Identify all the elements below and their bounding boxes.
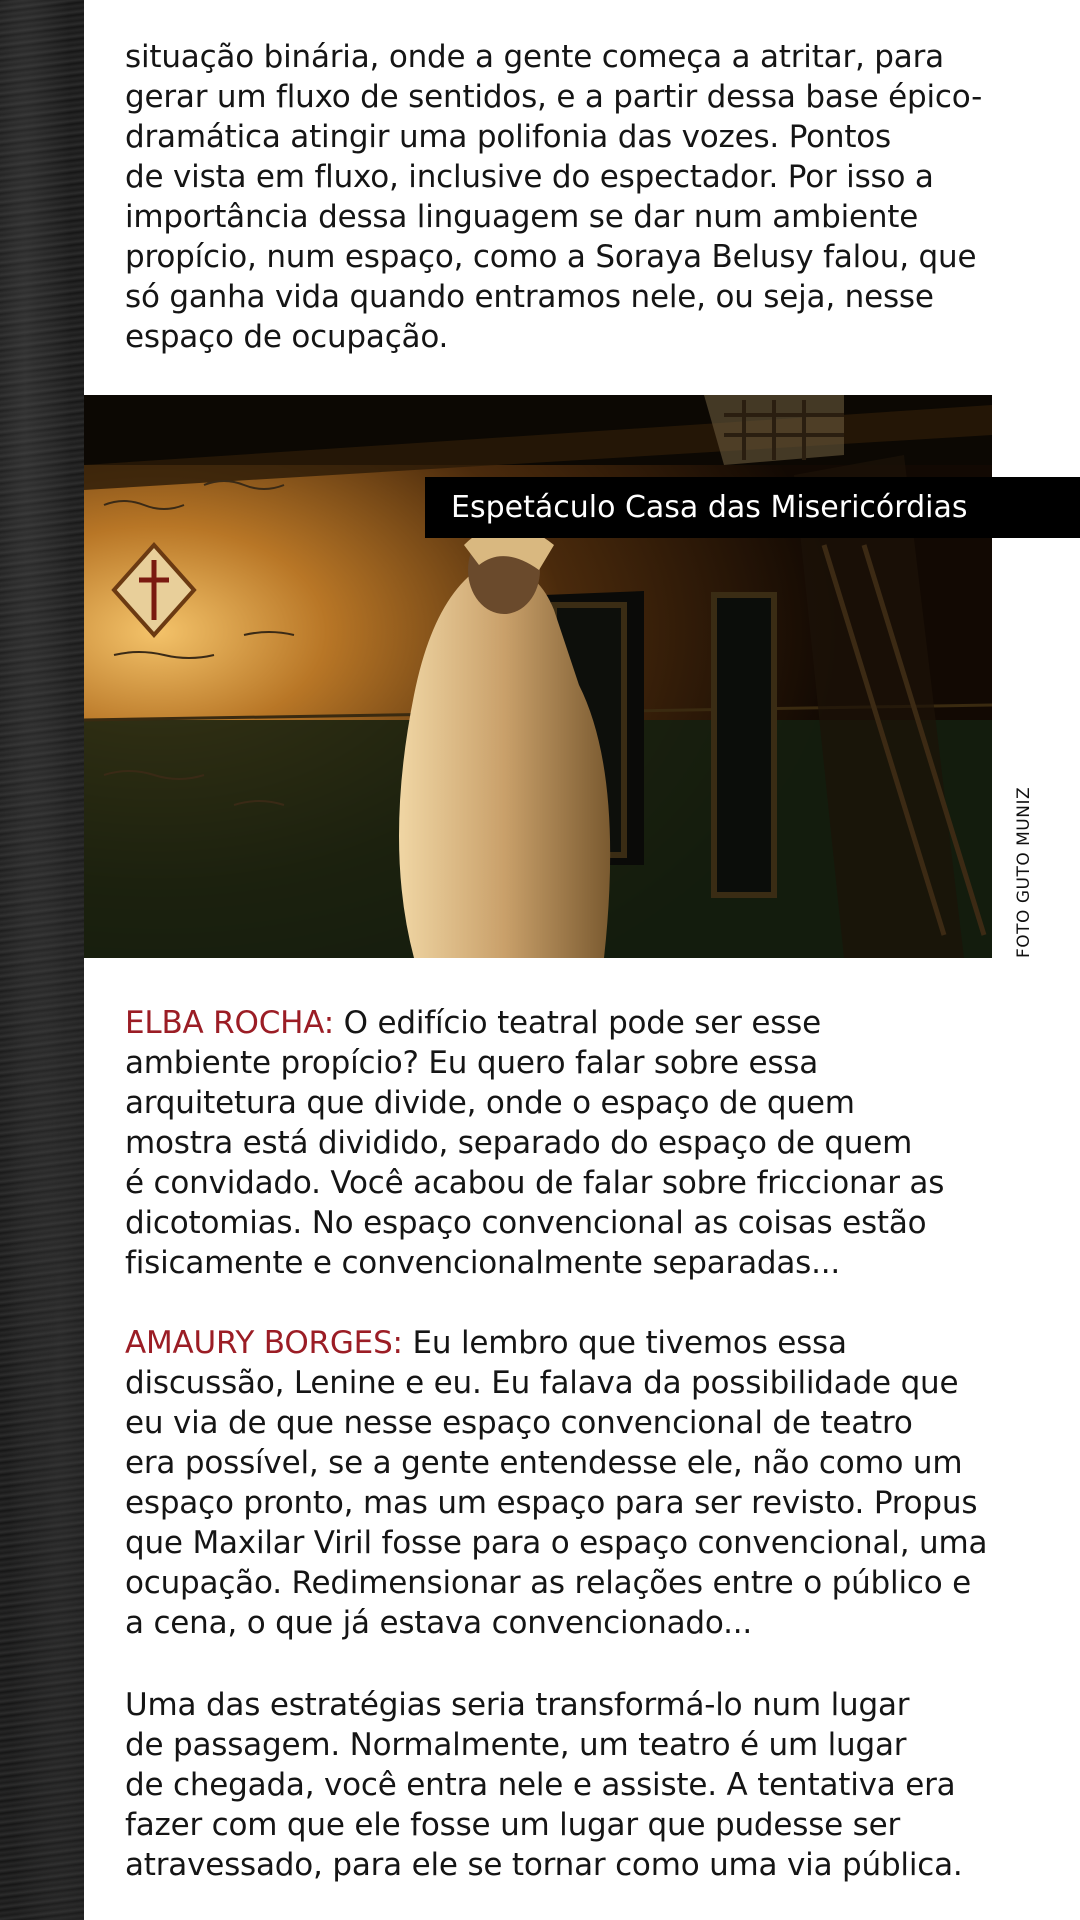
speaker-name: ELBA ROCHA	[125, 1005, 324, 1041]
dialogue-text: Eu lembro que tivemos essa discussão, Lenine e eu. Eu falava da possibilidade que eu via de que nesse espaço convencional de teatro era possível, se a gente entendesse ele, não como um espaço pronto, mas um espaço para ser revisto. Propus que Maxilar Viril fosse para o espaço convencional, uma ocupação. Redimensionar as relações entre o público e a cena, o que já estava convencionado...	[125, 1325, 988, 1641]
dialogue-amaury-borges	[125, 1323, 1045, 1643]
dialogue-elba-rocha	[125, 1003, 1045, 1283]
speaker-name: AMAURY BORGES	[125, 1325, 393, 1361]
dialogue-text: O edifício teatral pode ser esse ambiente propício? Eu quero falar sobre essa arquitetura que divide, onde o espaço de quem mostra está dividido, separado do espaço de quem é convidado. Você acabou de falar sobre friccionar as dicotomias. No espaço convencional as coisas estão fisicamente e convencionalmente separadas...	[125, 1005, 945, 1281]
photo-caption: Espetáculo Casa das Misericórdias	[425, 477, 1080, 538]
speaker-separator: :	[392, 1325, 413, 1361]
left-textured-stripe	[0, 0, 84, 1920]
photo-credit: FOTO GUTO MUNIZ	[1014, 786, 1034, 958]
speaker-separator: :	[323, 1005, 344, 1041]
intro-paragraph: situação binária, onde a gente começa a atritar, para gerar um fluxo de sentidos, e a partir dessa base épico- dramática atingir uma polifonia das vozes. Pontos de vista em fluxo, inclusive do espectador. Por isso a importância dessa linguagem se dar num ambiente propício, num espaço, como a Soraya Belusy falou, que só ganha vida quando entramos nele, ou seja, nesse espaço de ocupação.	[125, 39, 983, 355]
closing-paragraph: Uma das estratégias seria transformá-lo num lugar de passagem. Normalmente, um teatro é um lugar de chegada, você entra nele e assiste. A tentativa era fazer com que ele fosse um lugar que pudesse ser atravessado, para ele se tornar como uma via pública.	[125, 1687, 963, 1883]
